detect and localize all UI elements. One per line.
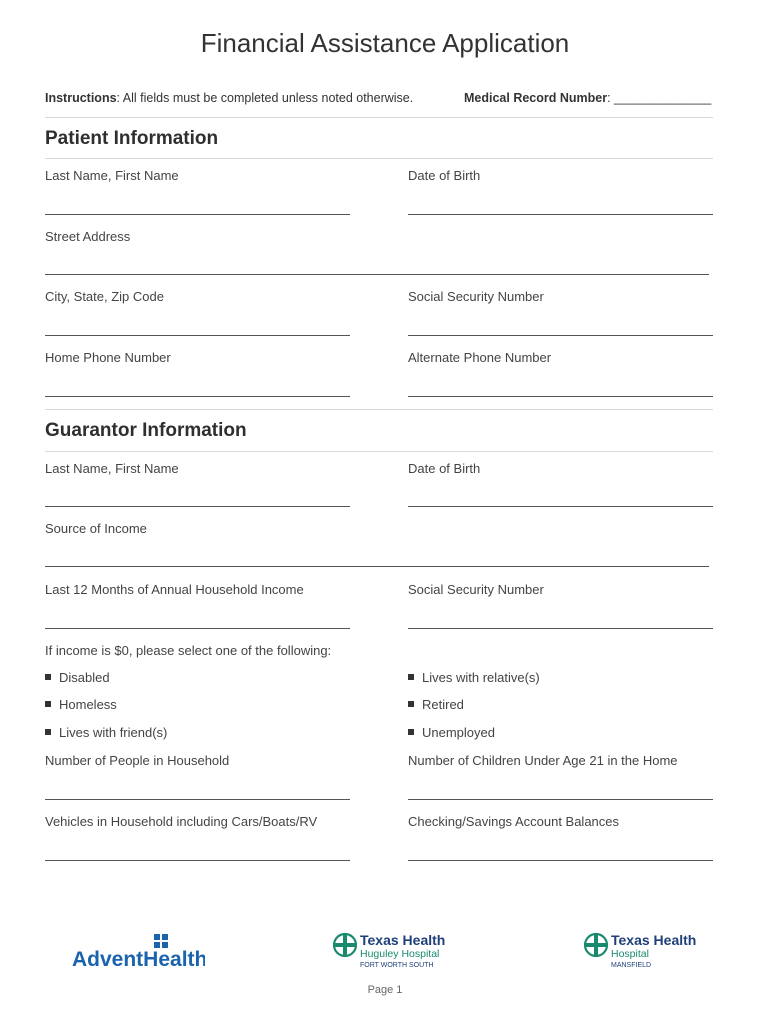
checkbox-square-icon[interactable] — [45, 701, 51, 707]
patient-street-label: Street Address — [45, 229, 131, 244]
patient-section-heading: Patient Information — [45, 128, 219, 149]
texas-health-cross-icon — [333, 930, 463, 972]
guarantor-name-field[interactable] — [45, 506, 350, 507]
huguley-name: Huguley Hospital — [360, 948, 440, 960]
patient-city-field[interactable] — [45, 335, 350, 336]
mrn-field[interactable]: : ______________ — [607, 91, 712, 105]
mansfield-sub: MANSFIELD — [611, 962, 652, 969]
page-title: Financial Assistance Application — [200, 28, 570, 58]
huguley-logo — [333, 930, 463, 972]
huguley-brand: Texas Health — [360, 932, 446, 948]
patient-dob-field[interactable] — [408, 214, 713, 215]
adventhealth-wordmark: AdventHealth — [72, 948, 205, 971]
household-size-field[interactable] — [45, 799, 350, 800]
mansfield-logo — [584, 930, 709, 972]
annual-income-field[interactable] — [45, 628, 350, 629]
children-count-label: Number of Children Under Age 21 in the Home — [408, 753, 678, 768]
divider — [45, 158, 713, 159]
zero-income-prompt: If income is $0, please select one of the following: — [45, 643, 332, 658]
guarantor-dob-field[interactable] — [408, 506, 713, 507]
option-unemployed[interactable]: Unemployed — [408, 725, 495, 740]
household-size-label: Number of People in Household — [45, 753, 230, 768]
patient-name-field[interactable] — [45, 214, 350, 215]
divider — [45, 451, 713, 452]
checkbox-square-icon[interactable] — [408, 674, 414, 680]
vehicles-label: Vehicles in Household including Cars/Boats/RV — [45, 814, 318, 829]
patient-city-label: City, State, Zip Code — [45, 289, 164, 304]
option-homeless[interactable]: Homeless — [45, 697, 117, 712]
guarantor-dob-label: Date of Birth — [408, 461, 481, 476]
option-lives-with-friends[interactable]: Lives with friend(s) — [45, 725, 167, 740]
patient-street-field[interactable] — [45, 274, 709, 275]
option-retired[interactable]: Retired — [408, 697, 464, 712]
adventhealth-mark-icon — [70, 932, 205, 972]
mansfield-brand: Texas Health — [611, 932, 697, 948]
mansfield-name: Hospital — [611, 948, 649, 960]
instructions-label: Instructions — [45, 91, 117, 105]
patient-ssn-label: Social Security Number — [408, 289, 544, 304]
patient-ssn-field[interactable] — [408, 335, 713, 336]
guarantor-section-heading: Guarantor Information — [45, 420, 247, 441]
account-balances-label: Checking/Savings Account Balances — [408, 814, 620, 829]
instructions — [45, 91, 413, 105]
patient-dob-label: Date of Birth — [408, 168, 481, 183]
guarantor-ssn-field[interactable] — [408, 628, 713, 629]
checkbox-square-icon[interactable] — [45, 729, 51, 735]
guarantor-ssn-label: Social Security Number — [408, 582, 544, 597]
patient-alt-phone-label: Alternate Phone Number — [408, 350, 552, 365]
income-source-field[interactable] — [45, 566, 709, 567]
patient-home-phone-field[interactable] — [45, 396, 350, 397]
income-source-label: Source of Income — [45, 521, 147, 536]
children-count-field[interactable] — [408, 799, 713, 800]
account-balances-field[interactable] — [408, 860, 713, 861]
instructions-text: : All fields must be completed unless noted otherwise. — [116, 91, 414, 105]
guarantor-name-label: Last Name, First Name — [45, 461, 179, 476]
option-lives-with-relatives[interactable]: Lives with relative(s) — [408, 670, 540, 685]
checkbox-square-icon[interactable] — [408, 729, 414, 735]
medical-record-number[interactable] — [464, 91, 711, 105]
checkbox-square-icon[interactable] — [45, 674, 51, 680]
checkbox-square-icon[interactable] — [408, 701, 414, 707]
adventhealth-logo — [70, 932, 205, 972]
patient-name-label: Last Name, First Name — [45, 168, 179, 183]
vehicles-field[interactable] — [45, 860, 350, 861]
patient-alt-phone-field[interactable] — [408, 396, 713, 397]
annual-income-label: Last 12 Months of Annual Household Income — [45, 582, 304, 597]
divider — [45, 409, 713, 410]
mrn-label: Medical Record Number — [464, 91, 608, 105]
patient-home-phone-label: Home Phone Number — [45, 350, 171, 365]
texas-health-cross-icon — [584, 930, 709, 972]
huguley-sub: FORT WORTH SOUTH — [360, 962, 434, 969]
divider — [45, 117, 713, 118]
page-number: Page 1 — [367, 984, 403, 996]
option-disabled[interactable]: Disabled — [45, 670, 110, 685]
